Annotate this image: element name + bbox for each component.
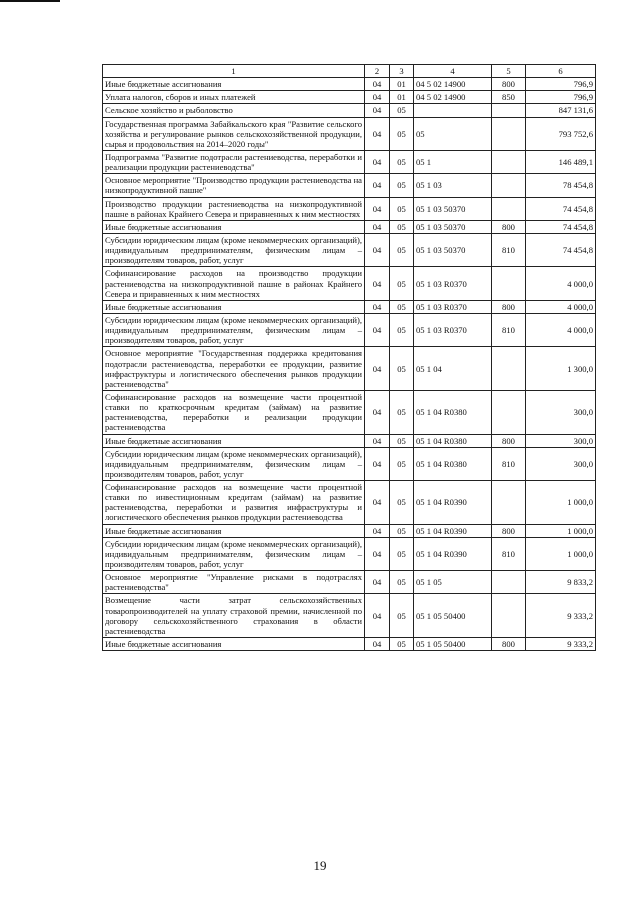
table-row <box>103 91 596 104</box>
table-row <box>103 233 596 266</box>
cell-amount: 4 000,0 <box>526 267 596 300</box>
cell-target-article: 05 <box>414 117 492 150</box>
scan-artifact-line <box>0 0 60 2</box>
cell-amount: 300,0 <box>526 434 596 447</box>
cell-expense-type: 800 <box>492 300 526 313</box>
cell-name: Основное мероприятие "Производство продукции растениеводства на низкопродуктивной пашне" <box>103 174 365 197</box>
cell-section: 04 <box>365 638 390 651</box>
table-body <box>103 78 596 651</box>
cell-section: 04 <box>365 313 390 346</box>
cell-amount: 300,0 <box>526 447 596 480</box>
cell-name: Основное мероприятие "Государственная поддержка кредитования подотрасли растениеводства, переработки ее продукции, развитие инфраструктуры и логистического обеспечения рынков продукции растениеводства" <box>103 347 365 391</box>
cell-amount: 74 454,8 <box>526 220 596 233</box>
table-row <box>103 524 596 537</box>
cell-expense-type <box>492 267 526 300</box>
cell-subsection: 05 <box>390 233 414 266</box>
cell-section: 04 <box>365 267 390 300</box>
cell-subsection: 05 <box>390 220 414 233</box>
table-row <box>103 267 596 300</box>
cell-section: 04 <box>365 481 390 525</box>
cell-target-article: 05 1 05 50400 <box>414 638 492 651</box>
cell-expense-type <box>492 174 526 197</box>
cell-section: 04 <box>365 447 390 480</box>
cell-subsection: 05 <box>390 571 414 594</box>
header-col-2: 2 <box>365 65 390 78</box>
cell-section: 04 <box>365 300 390 313</box>
cell-target-article: 05 1 <box>414 150 492 173</box>
cell-section: 04 <box>365 537 390 570</box>
cell-name: Иные бюджетные ассигнования <box>103 300 365 313</box>
cell-name: Иные бюджетные ассигнования <box>103 220 365 233</box>
cell-amount: 4 000,0 <box>526 313 596 346</box>
cell-amount: 9 333,2 <box>526 594 596 638</box>
cell-name: Иные бюджетные ассигнования <box>103 524 365 537</box>
cell-name: Субсидии юридическим лицам (кроме некоммерческих организаций), индивидуальным предпринимателям, физическим лицам – производителям товаров, работ, услуг <box>103 313 365 346</box>
cell-expense-type: 800 <box>492 638 526 651</box>
cell-amount: 793 752,6 <box>526 117 596 150</box>
cell-subsection: 05 <box>390 524 414 537</box>
cell-expense-type: 800 <box>492 434 526 447</box>
cell-amount: 847 131,6 <box>526 104 596 117</box>
cell-subsection: 05 <box>390 150 414 173</box>
cell-expense-type <box>492 197 526 220</box>
cell-amount: 9 833,2 <box>526 571 596 594</box>
cell-target-article: 05 1 04 <box>414 347 492 391</box>
cell-expense-type <box>492 481 526 525</box>
cell-target-article: 05 1 03 R0370 <box>414 300 492 313</box>
cell-section: 04 <box>365 220 390 233</box>
cell-target-article: 05 1 05 50400 <box>414 594 492 638</box>
budget-table <box>102 64 596 651</box>
cell-name: Производство продукции растениеводства на низкопродуктивной пашне в районах Крайнего Севера и приравненных к ним местностях <box>103 197 365 220</box>
cell-subsection: 05 <box>390 104 414 117</box>
cell-target-article: 05 1 04 R0390 <box>414 537 492 570</box>
cell-amount: 1 000,0 <box>526 481 596 525</box>
cell-amount: 4 000,0 <box>526 300 596 313</box>
cell-subsection: 05 <box>390 537 414 570</box>
cell-section: 04 <box>365 434 390 447</box>
cell-expense-type: 810 <box>492 537 526 570</box>
cell-target-article: 05 1 03 <box>414 174 492 197</box>
cell-name: Софинансирование расходов на возмещение части процентной ставки по инвестиционным кредитам (займам) на развитие растениеводства, переработки и развития инфраструктуры и логистического обеспечения рынков продукции растениеводства <box>103 481 365 525</box>
cell-expense-type <box>492 347 526 391</box>
header-col-4: 4 <box>414 65 492 78</box>
cell-expense-type: 800 <box>492 220 526 233</box>
table-row <box>103 434 596 447</box>
cell-section: 04 <box>365 117 390 150</box>
cell-expense-type: 850 <box>492 91 526 104</box>
header-col-5: 5 <box>492 65 526 78</box>
cell-expense-type <box>492 150 526 173</box>
table-row <box>103 571 596 594</box>
header-col-3: 3 <box>390 65 414 78</box>
cell-name: Софинансирование расходов на производство продукции растениеводства на низкопродуктивной пашне в районах Крайнего Севера и приравненных к ним местностях <box>103 267 365 300</box>
page-number: 19 <box>313 858 327 873</box>
table-row <box>103 594 596 638</box>
cell-subsection: 05 <box>390 117 414 150</box>
cell-expense-type: 800 <box>492 78 526 91</box>
table-row <box>103 390 596 434</box>
table-row <box>103 78 596 91</box>
cell-section: 04 <box>365 594 390 638</box>
table-row <box>103 313 596 346</box>
cell-section: 04 <box>365 197 390 220</box>
cell-section: 04 <box>365 524 390 537</box>
cell-target-article: 05 1 03 50370 <box>414 220 492 233</box>
cell-subsection: 05 <box>390 390 414 434</box>
table-row <box>103 150 596 173</box>
cell-amount: 78 454,8 <box>526 174 596 197</box>
cell-amount: 1 000,0 <box>526 524 596 537</box>
cell-target-article: 05 1 03 R0370 <box>414 313 492 346</box>
cell-subsection: 05 <box>390 197 414 220</box>
cell-expense-type <box>492 594 526 638</box>
cell-target-article: 05 1 04 R0380 <box>414 447 492 480</box>
cell-amount: 74 454,8 <box>526 233 596 266</box>
cell-target-article: 04 5 02 14900 <box>414 78 492 91</box>
cell-name: Субсидии юридическим лицам (кроме некоммерческих организаций), индивидуальным предпринимателям, физическим лицам – производителям товаров, работ, услуг <box>103 233 365 266</box>
cell-name: Сельское хозяйство и рыболовство <box>103 104 365 117</box>
table-row <box>103 104 596 117</box>
cell-section: 04 <box>365 78 390 91</box>
cell-amount: 796,9 <box>526 78 596 91</box>
cell-name: Субсидии юридическим лицам (кроме некоммерческих организаций), индивидуальным предпринимателям, физическим лицам – производителям товаров, работ, услуг <box>103 537 365 570</box>
cell-subsection: 05 <box>390 300 414 313</box>
cell-amount: 1 300,0 <box>526 347 596 391</box>
cell-expense-type <box>492 117 526 150</box>
cell-subsection: 05 <box>390 174 414 197</box>
cell-target-article: 05 1 04 R0380 <box>414 390 492 434</box>
cell-name: Субсидии юридическим лицам (кроме некоммерческих организаций), индивидуальным предпринимателям, физическим лицам – производителям товаров, работ, услуг <box>103 447 365 480</box>
table-row <box>103 481 596 525</box>
cell-section: 04 <box>365 390 390 434</box>
cell-subsection: 05 <box>390 638 414 651</box>
cell-expense-type: 810 <box>492 447 526 480</box>
cell-name: Иные бюджетные ассигнования <box>103 78 365 91</box>
cell-expense-type: 810 <box>492 313 526 346</box>
cell-subsection: 01 <box>390 78 414 91</box>
header-col-6: 6 <box>526 65 596 78</box>
cell-name: Государственная программа Забайкальского края "Развитие сельского хозяйства и регулирование рынков сельскохозяйственной продукции, сырья и продовольствия на 2014–2020 годы" <box>103 117 365 150</box>
cell-target-article: 05 1 04 R0380 <box>414 434 492 447</box>
cell-target-article: 05 1 03 50370 <box>414 197 492 220</box>
cell-amount: 796,9 <box>526 91 596 104</box>
cell-subsection: 05 <box>390 347 414 391</box>
cell-name: Иные бюджетные ассигнования <box>103 638 365 651</box>
cell-section: 04 <box>365 104 390 117</box>
cell-name: Софинансирование расходов на возмещение части процентной ставки по краткосрочным кредитам (займам) на развитие растениеводства, переработки и реализации продукции растениеводства <box>103 390 365 434</box>
header-col-1: 1 <box>103 65 365 78</box>
cell-target-article: 05 1 03 R0370 <box>414 267 492 300</box>
cell-subsection: 05 <box>390 594 414 638</box>
cell-expense-type <box>492 571 526 594</box>
table-header-row <box>103 65 596 78</box>
cell-section: 04 <box>365 150 390 173</box>
cell-section: 04 <box>365 91 390 104</box>
cell-target-article: 04 5 02 14900 <box>414 91 492 104</box>
cell-target-article <box>414 104 492 117</box>
cell-name: Подпрограмма "Развитие подотрасли растениеводства, переработки и реализации продукции растениеводства" <box>103 150 365 173</box>
table-row <box>103 117 596 150</box>
cell-section: 04 <box>365 233 390 266</box>
table-row <box>103 300 596 313</box>
cell-target-article: 05 1 03 50370 <box>414 233 492 266</box>
cell-name: Уплата налогов, сборов и иных платежей <box>103 91 365 104</box>
table-row <box>103 347 596 391</box>
cell-target-article: 05 1 04 R0390 <box>414 481 492 525</box>
cell-amount: 1 000,0 <box>526 537 596 570</box>
cell-amount: 9 333,2 <box>526 638 596 651</box>
cell-name: Возмещение части затрат сельскохозяйственных товаропроизводителей на уплату страховой премии, начисленной по договору сельскохозяйственного страхования в области растениеводства <box>103 594 365 638</box>
table-row <box>103 537 596 570</box>
cell-subsection: 05 <box>390 447 414 480</box>
cell-target-article: 05 1 04 R0390 <box>414 524 492 537</box>
cell-subsection: 05 <box>390 267 414 300</box>
cell-section: 04 <box>365 174 390 197</box>
cell-expense-type: 800 <box>492 524 526 537</box>
cell-amount: 300,0 <box>526 390 596 434</box>
table-row <box>103 174 596 197</box>
cell-name: Основное мероприятие "Управление рисками в подотраслях растениеводства" <box>103 571 365 594</box>
table-row <box>103 220 596 233</box>
cell-subsection: 05 <box>390 434 414 447</box>
cell-expense-type: 810 <box>492 233 526 266</box>
cell-section: 04 <box>365 571 390 594</box>
cell-section: 04 <box>365 347 390 391</box>
cell-expense-type <box>492 390 526 434</box>
cell-expense-type <box>492 104 526 117</box>
cell-name: Иные бюджетные ассигнования <box>103 434 365 447</box>
cell-subsection: 01 <box>390 91 414 104</box>
table-row <box>103 197 596 220</box>
cell-amount: 146 489,1 <box>526 150 596 173</box>
cell-subsection: 05 <box>390 481 414 525</box>
cell-amount: 74 454,8 <box>526 197 596 220</box>
cell-target-article: 05 1 05 <box>414 571 492 594</box>
cell-subsection: 05 <box>390 313 414 346</box>
table-row <box>103 447 596 480</box>
table-row <box>103 638 596 651</box>
